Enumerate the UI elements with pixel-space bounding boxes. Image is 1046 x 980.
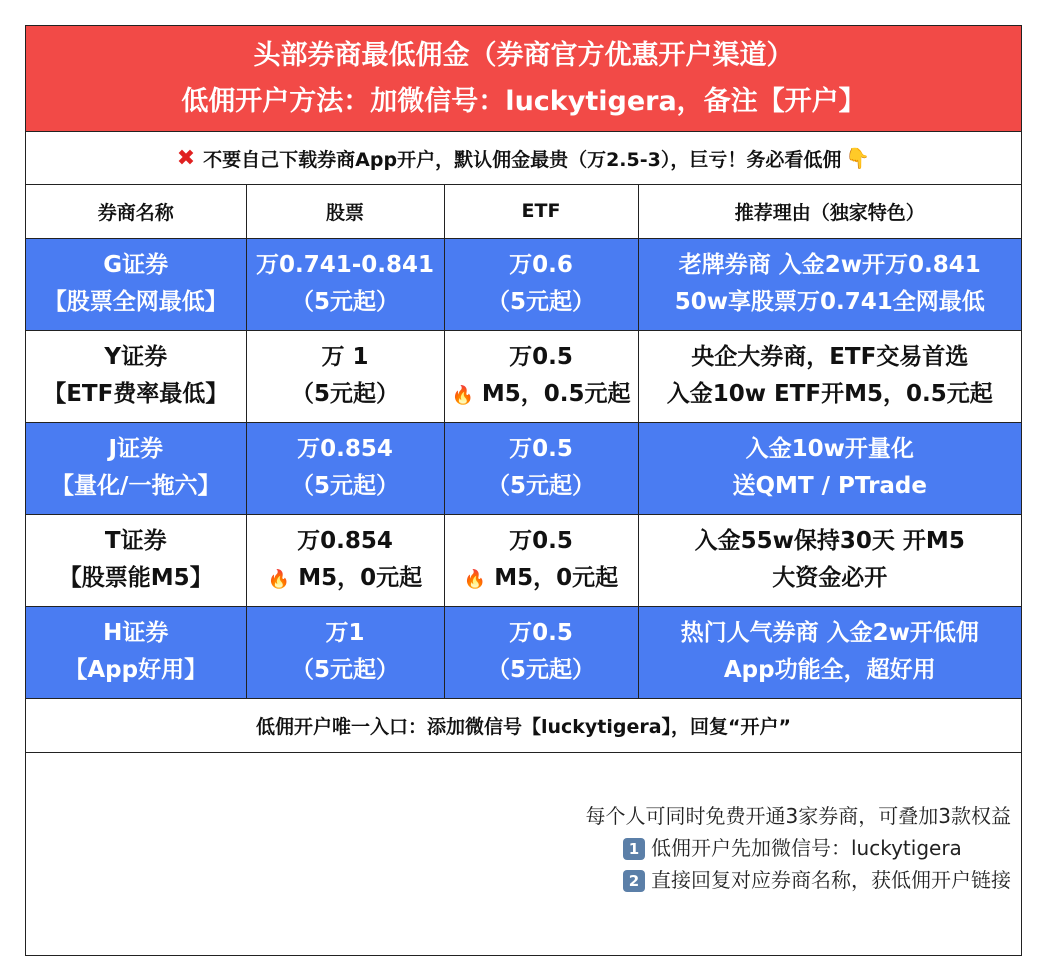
etf-rate-cell <box>444 422 638 514</box>
broker-table <box>26 185 1021 699</box>
table-row <box>26 514 1021 606</box>
reason-cell <box>638 422 1021 514</box>
broker-tag: 【App好用】 <box>64 657 208 683</box>
table-row <box>26 422 1021 514</box>
reason-line: 央企大券商，ETF交易首选 <box>691 344 969 370</box>
warning-bar <box>26 132 1021 185</box>
broker-name: T证券 <box>104 528 167 554</box>
etf-rate: 万0.5 <box>509 436 573 462</box>
reason-line: 50w享股票万0.741全网最低 <box>674 289 985 315</box>
etf-min: （5元起） <box>486 289 595 315</box>
step-two-text: 直接回复对应券商名称，获低佣开户链接 <box>651 868 1011 892</box>
etf-min: M5，0元起 <box>494 564 619 591</box>
fire-icon: 🔥 <box>267 568 291 590</box>
stock-rate-cell <box>246 514 444 606</box>
etf-rate: 万0.5 <box>509 620 573 646</box>
etf-min: M5，0.5元起 <box>481 380 631 407</box>
reason-line: 大资金必开 <box>772 565 888 591</box>
broker-name-cell <box>26 514 246 606</box>
stock-min: （5元起） <box>290 473 399 499</box>
etf-min: （5元起） <box>486 473 595 499</box>
broker-name-cell <box>26 238 246 330</box>
broker-name: H证券 <box>103 620 169 646</box>
reason-line: 入金55w保持30天 开M5 <box>694 528 965 554</box>
stock-rate: 万1 <box>325 620 365 646</box>
header-title: 头部券商最低佣金（券商官方优惠开户渠道） <box>253 39 794 71</box>
stock-min: M5，0元起 <box>298 564 423 591</box>
table-header-row <box>26 185 1021 238</box>
column-header-etf: ETF <box>444 185 638 238</box>
stock-min: （5元起） <box>290 657 399 683</box>
broker-tag: 【ETF费率最低】 <box>43 381 229 407</box>
table-row <box>26 238 1021 330</box>
reason-line: 送QMT / PTrade <box>732 473 927 499</box>
broker-name-cell <box>26 422 246 514</box>
reason-cell <box>638 330 1021 422</box>
broker-name-cell <box>26 330 246 422</box>
reason-line: 入金10w开量化 <box>745 436 914 462</box>
broker-name: G证券 <box>103 252 169 278</box>
etf-min-line <box>449 560 634 598</box>
step-two <box>578 864 1011 896</box>
broker-tag: 【股票全网最低】 <box>43 289 228 315</box>
point-down-icon: 👇 <box>845 146 871 170</box>
table-row <box>26 606 1021 698</box>
cross-mark-icon: ✖ <box>176 145 196 171</box>
stock-rate-cell <box>246 238 444 330</box>
etf-rate-cell <box>444 330 638 422</box>
column-header-reason: 推荐理由（独家特色） <box>638 185 1021 238</box>
header-banner <box>26 26 1021 132</box>
table-row <box>26 330 1021 422</box>
etf-rate: 万0.5 <box>509 343 573 370</box>
reason-cell <box>638 238 1021 330</box>
header-subtitle: 低佣开户方法：加微信号：luckytigera，备注【开户】 <box>181 85 866 117</box>
reason-line: 入金10w ETF开M5，0.5元起 <box>666 381 993 407</box>
etf-rate-cell <box>444 238 638 330</box>
fire-icon: 🔥 <box>451 384 474 406</box>
fire-icon: 🔥 <box>463 568 487 590</box>
stock-rate: 万0.854 <box>297 436 393 462</box>
stock-rate-cell <box>246 606 444 698</box>
stock-rate: 万 1 <box>321 344 369 370</box>
etf-rate-cell <box>444 606 638 698</box>
stock-rate-cell <box>246 330 444 422</box>
entry-instruction: 低佣开户唯一入口：添加微信号【luckytigera】，回复“开户” <box>26 699 1021 753</box>
reason-cell <box>638 606 1021 698</box>
etf-rate-cell <box>444 514 638 606</box>
stock-min: （5元起） <box>290 381 399 407</box>
broker-name: J证券 <box>108 436 164 462</box>
step-one-text: 低佣开户先加微信号：luckytigera <box>651 836 962 860</box>
stock-rate: 万0.854 <box>297 527 393 554</box>
broker-tag: 【股票能M5】 <box>58 565 213 591</box>
step-one <box>578 832 1011 864</box>
etf-min: （5元起） <box>486 657 595 683</box>
reason-line: 热门人气券商 入金2w开低佣 <box>680 620 979 646</box>
number-one-icon: 1 <box>623 838 645 860</box>
stock-min-line <box>251 560 440 598</box>
column-header-broker: 券商名称 <box>26 185 246 238</box>
notes-block <box>578 800 1011 896</box>
reason-line: 老牌券商 入金2w开万0.841 <box>678 252 981 278</box>
broker-name: Y证券 <box>104 344 168 370</box>
stock-rate: 万0.741-0.841 <box>255 252 435 278</box>
broker-tag: 【量化/一拖六】 <box>51 473 221 499</box>
etf-rate: 万0.5 <box>509 527 573 554</box>
reason-cell <box>638 514 1021 606</box>
commission-card <box>25 25 1022 956</box>
warning-text: 不要自己下载券商App开户，默认佣金最贵（万2.5-3），巨亏！务必看低佣 <box>203 148 842 171</box>
broker-name-cell <box>26 606 246 698</box>
column-header-stock: 股票 <box>246 185 444 238</box>
stock-rate-cell <box>246 422 444 514</box>
stock-min: （5元起） <box>290 289 399 315</box>
etf-rate: 万0.6 <box>509 252 573 278</box>
note-line: 每个人可同时免费开通3家券商，可叠加3款权益 <box>585 804 1011 828</box>
reason-line: App功能全，超好用 <box>723 657 936 683</box>
number-two-icon: 2 <box>623 870 645 892</box>
etf-min-line <box>449 376 634 414</box>
